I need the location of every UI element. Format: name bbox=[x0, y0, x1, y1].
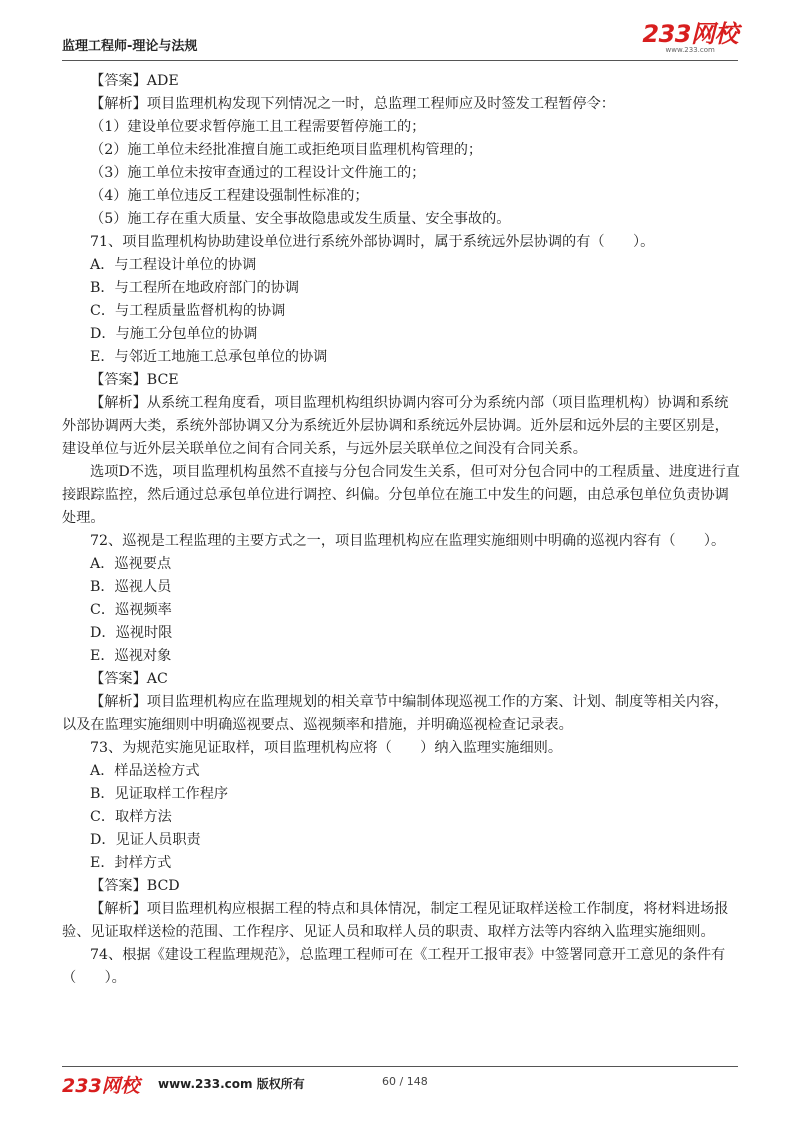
footer-logo: 233网校 bbox=[62, 1075, 140, 1097]
answer-option: E．巡视对象 bbox=[90, 648, 172, 664]
brand-logo bbox=[642, 22, 738, 54]
paragraph: 72、巡视是工程监理的主要方式之一，项目监理机构应在监理实施细则中明确的巡视内容有（ ）。 bbox=[90, 533, 726, 549]
paragraph: 【解析】项目监理机构应在监理规划的相关章节中编制体现巡视工作的方案、计划、制度等相关内容，以及在监理实施细则中明确巡视要点、巡视频率和措施，并明确巡视检查记录表。 bbox=[62, 694, 729, 733]
paragraph: 73、为规范实施见证取样，项目监理机构应将（ ）纳入监理实施细则。 bbox=[90, 740, 563, 756]
answer-option: C．与工程质量监督机构的协调 bbox=[90, 303, 286, 319]
paragraph: 【答案】BCE bbox=[90, 372, 179, 388]
answer-option: B．巡视人员 bbox=[90, 579, 172, 595]
footer-copyright: www.233.com 版权所有 bbox=[158, 1077, 305, 1091]
paragraph: 【解析】项目监理机构发现下列情况之一时，总监理工程师应及时签发工程暂停令： bbox=[90, 96, 615, 112]
paragraph: （3）施工单位未按审查通过的工程设计文件施工的； bbox=[90, 165, 426, 181]
paragraph: （5）施工存在重大质量、安全事故隐患或发生质量、安全事故的。 bbox=[90, 211, 511, 227]
paragraph: 【答案】BCD bbox=[90, 878, 180, 894]
paragraph: 71、项目监理机构协助建设单位进行系统外部协调时，属于系统远外层协调的有（ ）。 bbox=[90, 234, 655, 250]
answer-option: D．与施工分包单位的协调 bbox=[90, 326, 258, 342]
logo-url: www.233.com bbox=[665, 46, 715, 54]
answer-option: B．与工程所在地政府部门的协调 bbox=[90, 280, 300, 296]
answer-option: C．取样方法 bbox=[90, 809, 172, 825]
paragraph: 74、根据《建设工程监理规范》，总监理工程师可在《工程开工报审表》中签署同意开工意见的条件有（ ）。 bbox=[62, 947, 726, 986]
paragraph: 选项D不选，项目监理机构虽然不直接与分包合同发生关系，但可对分包合同中的工程质量、进度进行直接跟踪监控，然后通过总承包单位进行调控、纠偏。分包单位在施工中发生的问题，由总承包单位负责协调处理。 bbox=[62, 464, 740, 526]
answer-option: D．巡视时限 bbox=[90, 625, 173, 641]
page-footer bbox=[62, 1066, 738, 1101]
paragraph: （1）建设单位要求暂停施工且工程需要暂停施工的； bbox=[90, 119, 426, 135]
answer-option: B．见证取样工作程序 bbox=[90, 786, 229, 802]
paragraph: （4）施工单位违反工程建设强制性标准的； bbox=[90, 188, 369, 204]
document-body bbox=[62, 70, 742, 990]
answer-option: D．见证人员职责 bbox=[90, 832, 201, 848]
answer-option: E．封样方式 bbox=[90, 855, 172, 871]
answer-option: A．巡视要点 bbox=[90, 556, 172, 572]
logo-text: 233网校 bbox=[642, 20, 738, 48]
answer-option: A．样品送检方式 bbox=[90, 763, 200, 779]
answer-option: E．与邻近工地施工总承包单位的协调 bbox=[90, 349, 328, 365]
paragraph: 【解析】项目监理机构应根据工程的特点和具体情况，制定工程见证取样送检工作制度，将材料进场报验、见证取样送检的范围、工作程序、见证人员和取样人员的职责、取样方法等内容纳入监理实施细则。 bbox=[62, 901, 729, 940]
page-header bbox=[62, 22, 738, 61]
answer-option: C．巡视频率 bbox=[90, 602, 172, 618]
paragraph: （2）施工单位未经批准擅自施工或拒绝项目监理机构管理的； bbox=[90, 142, 483, 158]
paragraph: 【解析】从系统工程角度看，项目监理机构组织协调内容可分为系统内部（项目监理机构）协调和系统外部协调两大类，系统外部协调又分为系统近外层协调和系统远外层协调。近外层和远外层的主要区别是，建设单位与近外层关联单位之间有合同关系，与远外层关联单位之间没有合同关系。 bbox=[62, 395, 729, 457]
answer-option: A．与工程设计单位的协调 bbox=[90, 257, 257, 273]
paragraph: 【答案】AC bbox=[90, 671, 168, 687]
page-number: 60 / 148 bbox=[382, 1075, 428, 1088]
paragraph: 【答案】ADE bbox=[90, 73, 179, 89]
document-title: 监理工程师-理论与法规 bbox=[62, 39, 198, 54]
